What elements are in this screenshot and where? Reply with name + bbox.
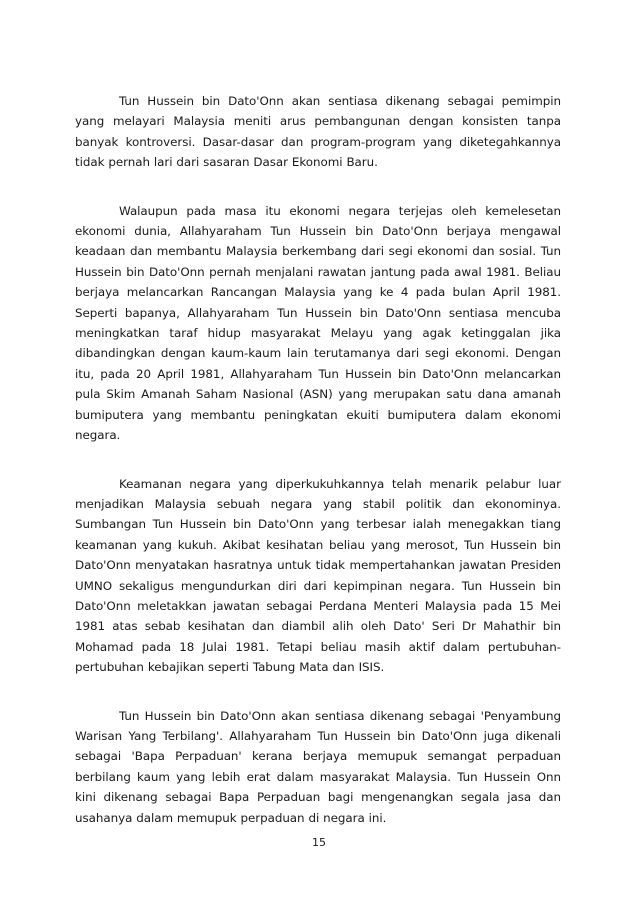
paragraph-3: Keamanan negara yang diperkukuhkannya telah menarik pelabur luar menjadikan Malaysia sebuah negara yang stabil politik dan ekonominya. Sumbangan Tun Hussein bin Dato'Onn yang terbesar ialah menegakkan tiang keamanan yang kukuh. Akibat kesihatan beliau yang merosot, Tun Hussein bin Dato'Onn menyatakan hasratnya untuk tidak mempertahankan jawatan Presiden UMNO sekaligus mengundurkan diri dari kepimpinan negara. Tun Hussein bin Dato'Onn meletakkan jawatan sebagai Perdana Menteri Malaysia pada 15 Mei 1981 atas sebab kesihatan dan diambil alih oleh Dato' Seri Dr Mahathir bin Mohamad pada 18 Julai 1981. Tetapi beliau masih aktif dalam pertubuhan-pertubuhan kebajikan seperti Tabung Mata dan ISIS. — [75, 476, 561, 675]
paragraph-4: Tun Hussein bin Dato'Onn akan sentiasa dikenang sebagai 'Penyambung Warisan Yang Terbilang'. Allahyaraham Tun Hussein bin Dato'Onn juga dikenali sebagai 'Bapa Perpaduan' kerana berjaya memupuk semangat perpaduan berbilang kaum yang lebih erat dalam masyarakat Malaysia. Tun Hussein Onn kini dikenang sebagai Bapa Perpaduan bagi mengenangkan segala jasa dan usahanya dalam memupuk perpaduan di negara ini. — [75, 708, 561, 825]
paragraph-1: Tun Hussein bin Dato'Onn akan sentiasa dikenang sebagai pemimpin yang melayari Malaysia meniti arus pembangunan dengan konsisten tanpa banyak kontroversi. Dasar-dasar dan program-program yang diketegahkannya tidak pernah lari dari sasaran Dasar Ekonomi Baru. — [75, 94, 561, 170]
page-number: 15 — [312, 836, 326, 849]
paragraph-2: Walaupun pada masa itu ekonomi negara terjejas oleh kemelesetan ekonomi dunia, Allahyaraham Tun Hussein bin Dato'Onn berjaya mengawal keadaan dan membantu Malaysia berkembang dari segi ekonomi dan sosial. Tun Hussein bin Dato'Onn pernah menjalani rawatan jantung pada awal 1981. Beliau berjaya melancarkan Rancangan Malaysia yang ke 4 pada bulan April 1981. Seperti bapanya, Allahyaraham Tun Hussein bin Dato'Onn sentiasa mencuba meningkatkan taraf hidup masyarakat Melayu yang agak ketinggalan jika dibandingkan dengan kaum-kaum lain terutamanya dari segi ekonomi. Dengan itu, pada 20 April 1981, Allahyaraham Tun Hussein bin Dato'Onn melancarkan pula Skim Amanah Saham Nasional (ASN) yang merupakan satu dana amanah bumiputera yang membantu peningkatan ekuiti bumiputera dalam ekonomi negara. — [75, 203, 561, 443]
document-body — [75, 91, 561, 828]
